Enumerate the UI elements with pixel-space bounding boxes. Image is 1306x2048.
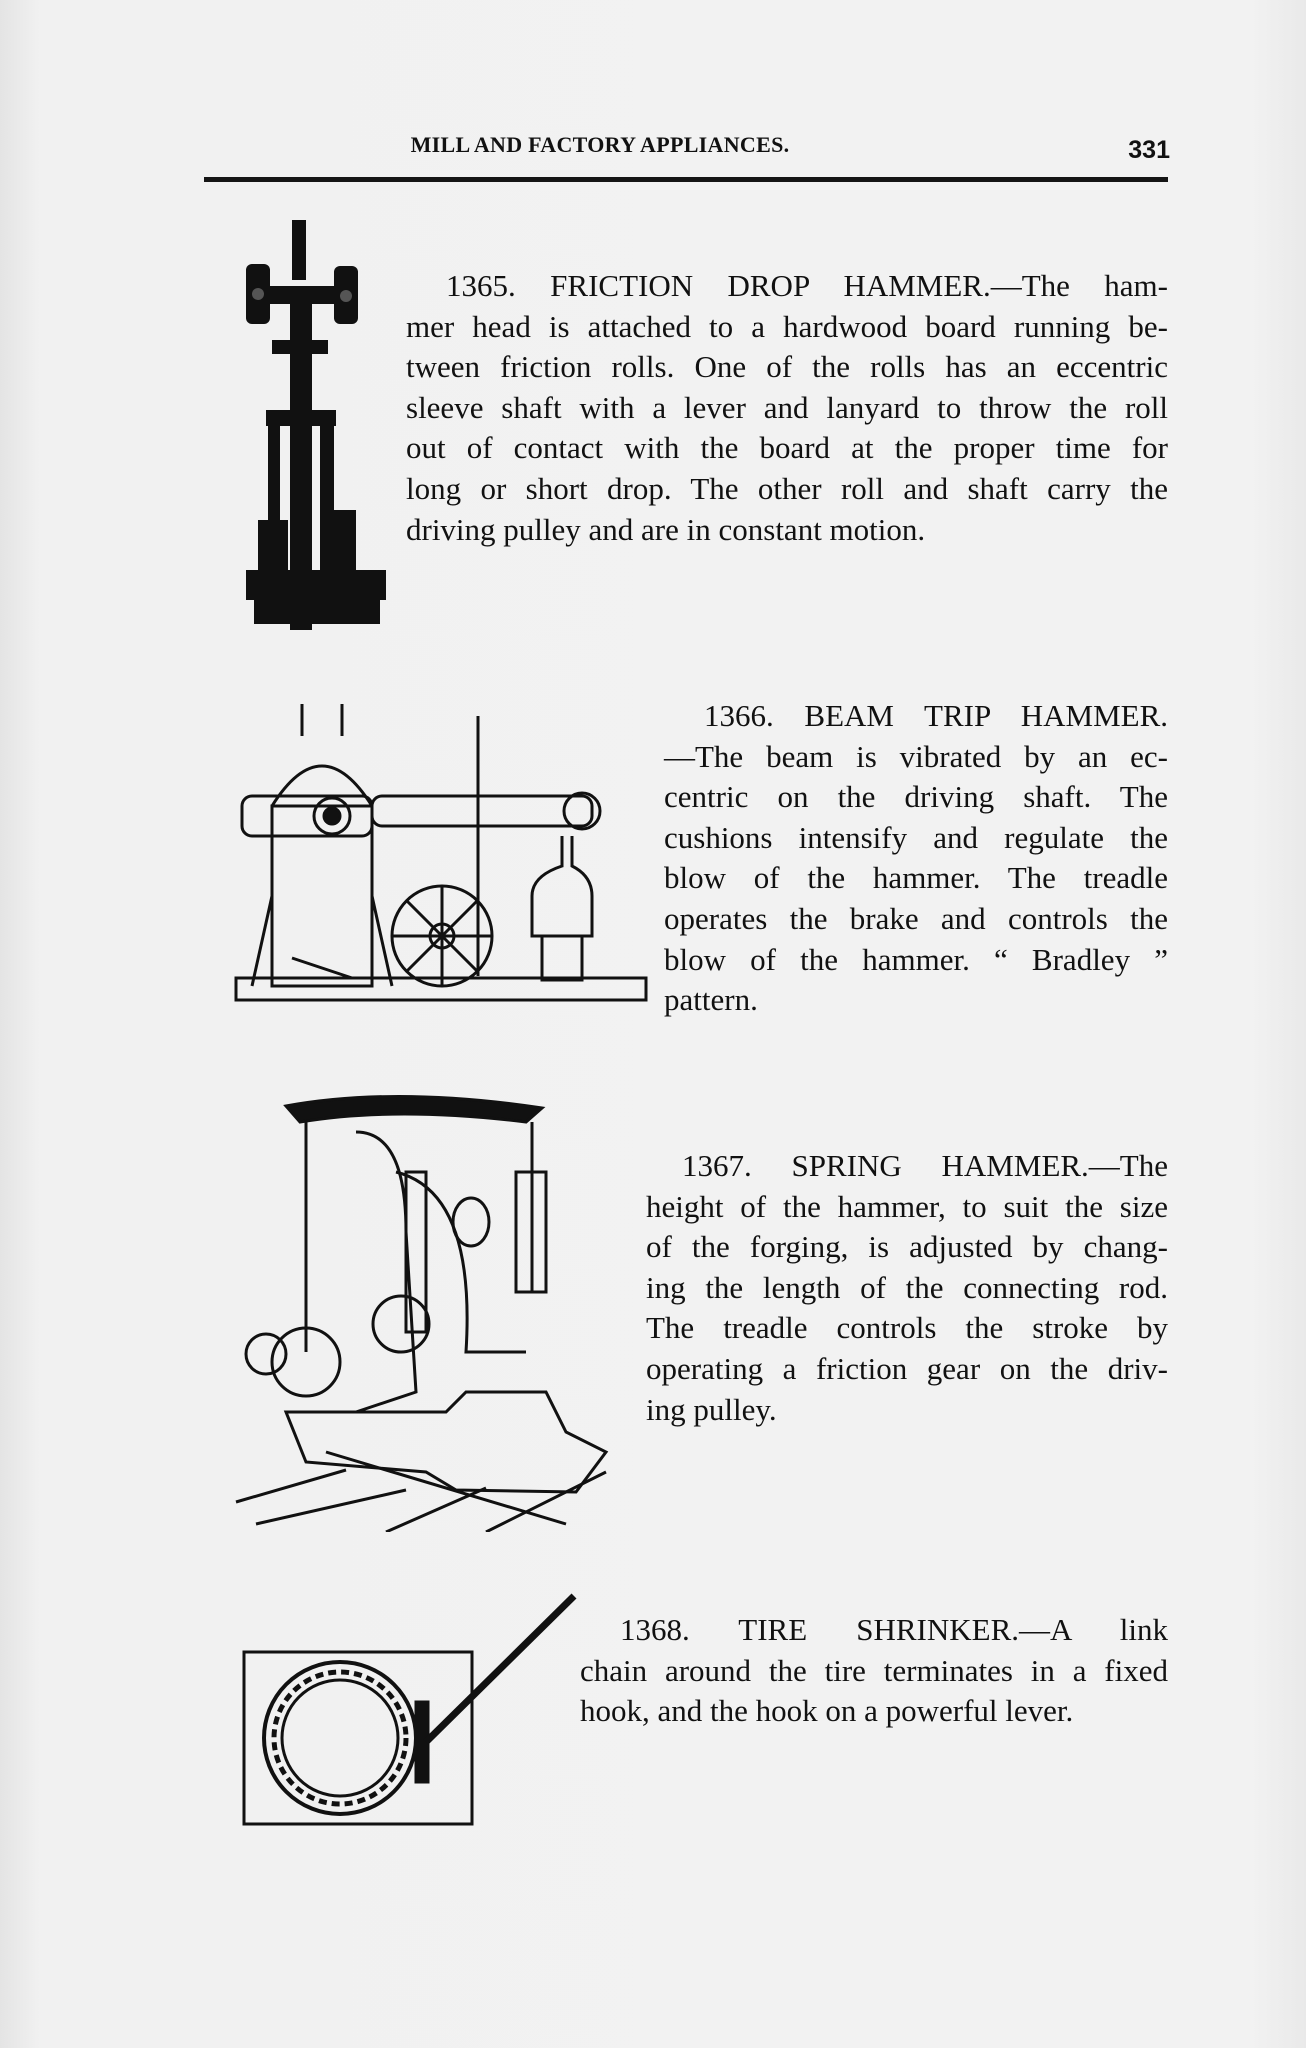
page-number: 331 [1128,136,1170,164]
entry-1366-line: blow of the hammer. The treadle [664,860,1168,896]
entry-1365-line: sleeve shaft with a lever and lanyard to throw the roll [406,389,1168,425]
entry-1365-line: long or short drop. The other roll and shaft carry the [406,470,1168,506]
entry-1367-line: operating a friction gear on the driv- [646,1350,1168,1386]
entry-1365-line: 1365. FRICTION DROP HAMMER.—The ham- [446,268,1168,303]
running-header: MILL AND FACTORY APPLIANCES. [410,132,790,157]
entry-1366-line: blow of the hammer. “ Bradley ” [664,941,1168,977]
entry-1366-line: —The beam is vibrated by an ec- [664,738,1168,774]
entry-1368-line: 1368. TIRE SHRINKER.—A link [620,1612,1168,1647]
entry-1367 [646,1146,1168,1430]
entry-1367-line: of the forging, is adjusted by chang- [646,1229,1168,1265]
figure-spring-hammer [226,1092,646,1532]
entry-1368 [580,1610,1168,1732]
figure-friction-drop-hammer [236,220,396,630]
entry-1365 [406,266,1168,550]
entry-1366-line: centric on the driving shaft. The [664,779,1168,815]
entry-1366-line: pattern. [664,982,758,1018]
entry-1367-line: height of the hammer, to suit the size [646,1188,1168,1224]
entry-1365-line: mer head is attached to a hardwood board running be- [406,308,1168,344]
entry-1366-line: 1366. BEAM TRIP HAMMER. [704,698,1168,733]
entry-1365-line: tween friction rolls. One of the rolls has an eccentric [406,349,1168,385]
entry-1365-line: out of contact with the board at the proper time for [406,430,1168,466]
entry-1367-line: 1367. SPRING HAMMER.—The [682,1148,1168,1183]
figure-tire-shrinker [240,1592,580,1832]
entry-1366-line: operates the brake and controls the [664,900,1168,936]
entry-1365-line: driving pulley and are in constant motion. [406,511,926,547]
entry-1367-line: ing pulley. [646,1391,777,1427]
entry-1366 [664,696,1168,1021]
figure-beam-trip-hammer [232,696,652,1016]
entry-1367-line: ing the length of the connecting rod. [646,1269,1168,1305]
entry-1367-line: The treadle controls the stroke by [646,1310,1168,1346]
entry-1368-line: chain around the tire terminates in a fixed [580,1652,1168,1688]
entry-1368-line: hook, and the hook on a powerful lever. [580,1693,1074,1729]
entry-1366-line: cushions intensify and regulate the [664,819,1168,855]
header-rule [204,177,1168,182]
